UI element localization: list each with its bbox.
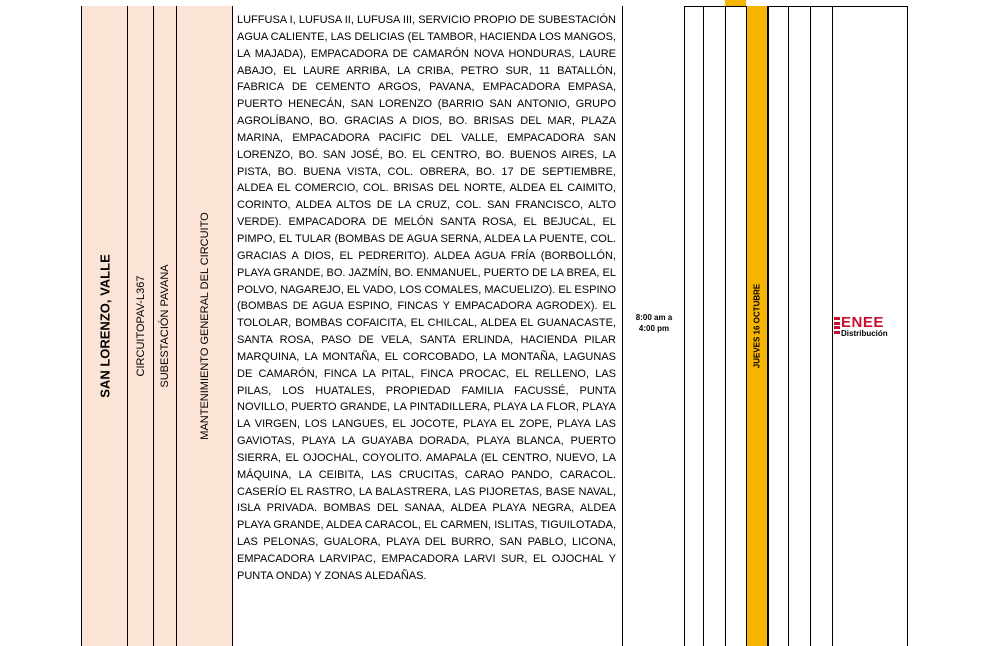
logo-cell	[832, 6, 908, 646]
empty-cell-2	[703, 6, 725, 646]
substation-label: SUBESTACIÓN PAVANA	[159, 264, 171, 388]
circuit-label: CIRCUITOPAV-L367	[134, 275, 147, 377]
enee-logo	[833, 314, 909, 340]
region-cell	[81, 6, 127, 646]
empty-cell-4	[768, 6, 788, 646]
circuit-cell	[127, 6, 153, 646]
empty-cell-3	[725, 6, 746, 646]
affected-areas-text: LUFFUSA I, LUFUSA II, LUFUSA III, SERVICIO PROPIO DE SUBESTACIÓN AGUA CALIENTE, LAS DELICIAS (EL TAMBOR, HACIENDA LOS MANGOS, LA MAJADA), EMPACADORA DE CAMARÓN NOVA HONDURAS, LAURE ABAJO, EL LAURE ARRIBA, LA CRIBA, PETRO SUR, 11 BATALLÓN, FABRICA DE CEMENTO ARGOS, PAVANA, EMPACADORA EMPASA, PUERTO HENECÁN, SAN LORENZO (BARRIO SAN ANTONIO, GRUPO AGROLÍBANO, BO. GRACIAS A DIOS, BO. BRISAS DEL MAR, PLAZA MARINA, EMPACADORA PACIFIC DEL VALLE, EMPACADORA SAN LORENZO, BO. SAN JOSÉ, BO. EL CENTRO, BO. BUENOS AIRES, LA PISTA, BO. BUENA VISTA, COL. OBRERA, BO. 17 DE SEPTIEMBRE, ALDEA EL COMERCIO, COL. BRISAS DEL NORTE, ALDEA EL CAIMITO, CORINTO, ALDEA ALTOS DE LA CRUZ, COL. SAN FRANCISCO, ALTO VERDE). EMPACADORA DE MELÓN SANTA ROSA, EL BEJUCAL, EL PIMPO, EL TULAR (BOMBAS DE AGUA SERNA, ALDEA LA PUENTE, COL. GRACIAS A DIOS, EL PEDRERITO). ALDEA AGUA FRÍA (BORBOLLÓN, PLAYA GRANDE, BO. JAZMÍN, BO. ENMANUEL, PUERTO DE LA BREA, EL POLVO, NAGAREJO, EL VADO, LOS COMALES, MACUELIZO). EL ESPINO (BOMBAS DE AGUA ESPINO, FINCAS Y EMPACADORA AGRODEX). EL TOLOLAR, BOMBAS COFAICITA, EL CHILCAL, ALDEA EL GUANACASTE, SANTA ROSA, PASO DE VELA, SANTA ERLINDA, HACIENDA PILAR MARQUINA, LA MONTAÑA, EL CORCOBADO, LA MONTAÑA, LAGUNAS DE CAMARÓN, FINCA LA PITAL, FINCA PROCAC, EL RELLENO, LAS PILAS, LOS HUATALES, PROPIEDAD FAMILIA FACUSSÉ, PUNTA NOVILLO, PUERTO GRANDE, LA PINTADILLERA, PLAYA LA FLOR, PLAYA LA VIRGEN, LOS LANGUES, EL JOCOTE, PLAYA EL ZOPE, PLAYA LAS GAVIOTAS, PLAYA LA GUAYABA DORADA, PLAYA BLANCA, PUERTO SIERRA, EL OJOCHAL, COYOLITO. AMAPALA (EL CENTRO, NUEVO, LA MÁQUINA, LA CEIBITA, LAS CRUCITAS, CARAO PANDO, CARACOL. CASERÍO EL RASTRO, LA BALASTRERA, LAS PIJORETAS, BASE NAVAL, ISLA PRIVADA. BOMBAS DEL SANAA, ALDEA PLAYA NEGRA, ALDEA PLAYA GRANDE, ALDEA CARACOL, EL CARMEN, ISLITAS, TIGUILOTADA, LAS PELONAS, GUALORA, PLAYA DEL BURRO, SAN PABLO, LICONA, EMPACADORA LARVIPAC, EMPACADORA LARVI SUR, EL OJOCHAL Y PUNTA ONDA) Y ZONAS ALEDAÑAS.	[237, 14, 616, 582]
date-cell	[746, 6, 768, 646]
work-type-label: MANTENIMIENTO GENERAL DEL CIRCUITO	[198, 212, 211, 440]
empty-cell-5	[788, 6, 810, 646]
work-type-cell	[176, 6, 232, 646]
empty-cell-6	[810, 6, 832, 646]
substation-cell	[153, 6, 176, 646]
time-range: 8:00 am a 4:00 pm	[635, 313, 673, 333]
date-label: JUEVES 16 OCTUBRE	[752, 283, 762, 369]
affected-areas-cell	[232, 6, 622, 646]
logo-subtitle: Distribución	[841, 329, 888, 338]
enee-logo-icon	[834, 317, 840, 335]
time-cell	[622, 6, 684, 646]
region-label: SAN LORENZO, VALLE	[97, 254, 112, 398]
logo-wordmark: ENEE	[841, 314, 884, 331]
empty-cell-1	[684, 6, 703, 646]
